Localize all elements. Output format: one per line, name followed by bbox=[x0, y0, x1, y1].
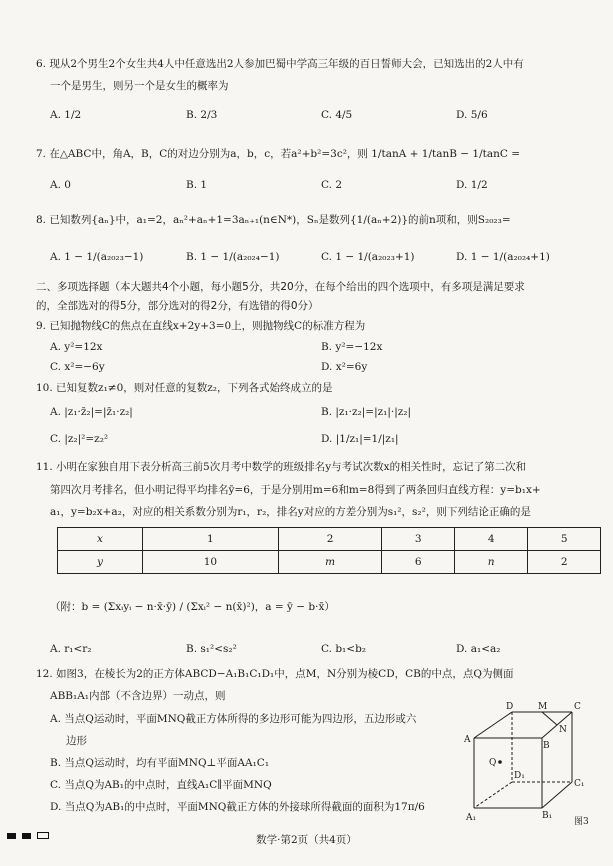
q8-option-a: A. 1 − 1/(a₂₀₂₃−1) bbox=[50, 251, 144, 263]
table-cell: y bbox=[58, 551, 143, 574]
q11-option-b: B. s₁²<s₂² bbox=[186, 643, 237, 655]
q11-stem-line3: a₁，y=b₂x+a₂，对应的相关系数分别为r₁，r₂，排名y对应的方差分别为s₁²，s₂²，则下列结论正确的是 bbox=[50, 506, 531, 518]
section2-heading-line2: 的，全部选对的得5分，部分选对的得2分，有选错的得0分） bbox=[36, 300, 319, 312]
q12-option-d: D. 当点Q为AB₁的中点时，平面MNQ截正方体的外接球所得截面的面积为17π/6 bbox=[50, 801, 425, 813]
q12-option-a-line2: 边形 bbox=[66, 735, 87, 747]
q6-stem-line1: 6. 现从2个男生2个女生共4人中任意选出2人参加巴蜀中学高三年级的百日誓师大会，已知选出的2人中有 bbox=[36, 58, 524, 70]
label-b1: B₁ bbox=[542, 811, 553, 821]
q7-option-b: B. 1 bbox=[186, 179, 208, 191]
cube-figure bbox=[456, 700, 596, 828]
q11-option-c: C. b₁<b₂ bbox=[321, 643, 366, 655]
q6-stem-line2: 一个是男生，则另一个是女生的概率为 bbox=[50, 80, 229, 92]
label-d1: D₁ bbox=[514, 771, 525, 781]
q12-option-c: C. 当点Q为AB₁的中点时，直线A₁C∥平面MNQ bbox=[50, 779, 272, 791]
q8-option-d: D. 1 − 1/(a₂₀₂₄+1) bbox=[456, 251, 550, 263]
q9-stem: 9. 已知抛物线C的焦点在直线x+2y+3=0上，则抛物线C的标准方程为 bbox=[36, 320, 366, 332]
q12-stem-line2: ABB₁A₁内部（不含边界）一动点，则 bbox=[50, 690, 226, 702]
q6-option-d: D. 5/6 bbox=[456, 109, 488, 121]
q9-option-c: C. x²=−6y bbox=[50, 361, 105, 373]
page-footer: 数学·第2页（共4页） bbox=[256, 834, 357, 846]
q6-option-a: A. 1/2 bbox=[50, 109, 82, 121]
q11-formula-note: （附：b = (Σxᵢyᵢ − n·x̄·ȳ) / (Σxᵢ² − n(x̄)²)，a = ȳ − b·x̄） bbox=[50, 601, 335, 613]
table-cell: 1 bbox=[143, 528, 279, 551]
section2-heading-line1: 二、多项选择题（本大题共4个小题，每小题5分，共20分，在每个给出的四个选项中，有多项是满足要求 bbox=[36, 281, 525, 293]
table-cell: x bbox=[58, 528, 143, 551]
q9-option-a: A. y²=12x bbox=[50, 341, 103, 353]
q6-option-b: B. 2/3 bbox=[186, 109, 218, 121]
label-b: B bbox=[543, 741, 550, 751]
table-cell: 10 bbox=[143, 551, 279, 574]
q11-option-a: A. r₁<r₂ bbox=[50, 643, 92, 655]
q6-option-c: C. 4/5 bbox=[321, 109, 353, 121]
figure-caption: 图3 bbox=[574, 817, 589, 827]
q7-option-c: C. 2 bbox=[321, 179, 343, 191]
q11-stem-line2: 第四次月考排名，但小明记得平均排名ȳ=6，于是分别用m=6和m=8得到了两条回归直线方程：y=b₁x+ bbox=[50, 484, 541, 496]
q9-option-d: D. x²=6y bbox=[321, 361, 368, 373]
q8-option-c: C. 1 − 1/(a₂₀₂₃+1) bbox=[321, 251, 415, 263]
label-c1: C₁ bbox=[574, 779, 585, 789]
table-cell: 3 bbox=[382, 528, 455, 551]
label-a1: A₁ bbox=[466, 813, 477, 823]
table-cell: 2 bbox=[278, 528, 382, 551]
table-cell: 4 bbox=[455, 528, 528, 551]
table-cell: m bbox=[278, 551, 382, 574]
table-cell: 5 bbox=[528, 528, 601, 551]
table-cell: 6 bbox=[382, 551, 455, 574]
q8-stem: 8. 已知数列{aₙ}中，a₁=2，aₙ²+aₙ+1=3aₙ₊₁(n∈N*)，Sₙ是数列{1/(aₙ+2)}的前n项和，则S₂₀₂₃= bbox=[36, 214, 511, 226]
label-c: C bbox=[574, 702, 581, 712]
table-cell: 2 bbox=[528, 551, 601, 574]
q7-option-d: D. 1/2 bbox=[456, 179, 488, 191]
table-row bbox=[58, 551, 601, 574]
q10-stem: 10. 已知复数z₁≠0，则对任意的复数z₂，下列各式始终成立的是 bbox=[36, 382, 333, 394]
label-n: N bbox=[559, 725, 567, 735]
table-cell: n bbox=[455, 551, 528, 574]
q10-option-a: A. |z₁·z̄₂|=|z̄₁·z₂| bbox=[50, 406, 133, 418]
q12-option-a-line1: A. 当点Q运动时，平面MNQ截正方体所得的多边形可能为四边形，五边形或六 bbox=[50, 713, 417, 725]
q10-option-c: C. |z₂|²=z₂² bbox=[50, 433, 109, 445]
table-row bbox=[58, 528, 601, 551]
q12-stem-line1: 12. 如图3，在棱长为2的正方体ABCD−A₁B₁C₁D₁中，点M，N分别为棱CD，CB的中点，点Q为侧面 bbox=[36, 668, 514, 680]
q11-data-table bbox=[57, 527, 601, 574]
q10-option-b: B. |z₁·z₂|=|z₁|·|z₂| bbox=[321, 406, 412, 418]
q8-option-b: B. 1 − 1/(a₂₀₂₄−1) bbox=[186, 251, 280, 263]
q12-option-b: B. 当点Q运动时，均有平面MNQ⊥平面AA₁C₁ bbox=[50, 757, 270, 769]
label-a: A bbox=[464, 735, 471, 745]
q7-option-a: A. 0 bbox=[50, 179, 71, 191]
q11-option-d: D. a₁<a₂ bbox=[456, 643, 501, 655]
label-q: Q bbox=[489, 758, 497, 768]
q7-stem: 7. 在△ABC中，角A，B，C的对边分别为a，b，c，若a²+b²=3c²，则 1/tanA + 1/tanB − 1/tanC = bbox=[36, 148, 521, 160]
q9-option-b: B. y²=−12x bbox=[321, 341, 383, 353]
label-d: D bbox=[506, 702, 514, 712]
q11-stem-line1: 11. 小明在家独自用下表分析高三前5次月考中数学的班级排名y与考试次数x的相关性时，忘记了第二次和 bbox=[36, 461, 527, 473]
q10-option-d: D. |1/z₁|=1/|z₁| bbox=[321, 433, 399, 445]
label-m: M bbox=[538, 702, 548, 712]
